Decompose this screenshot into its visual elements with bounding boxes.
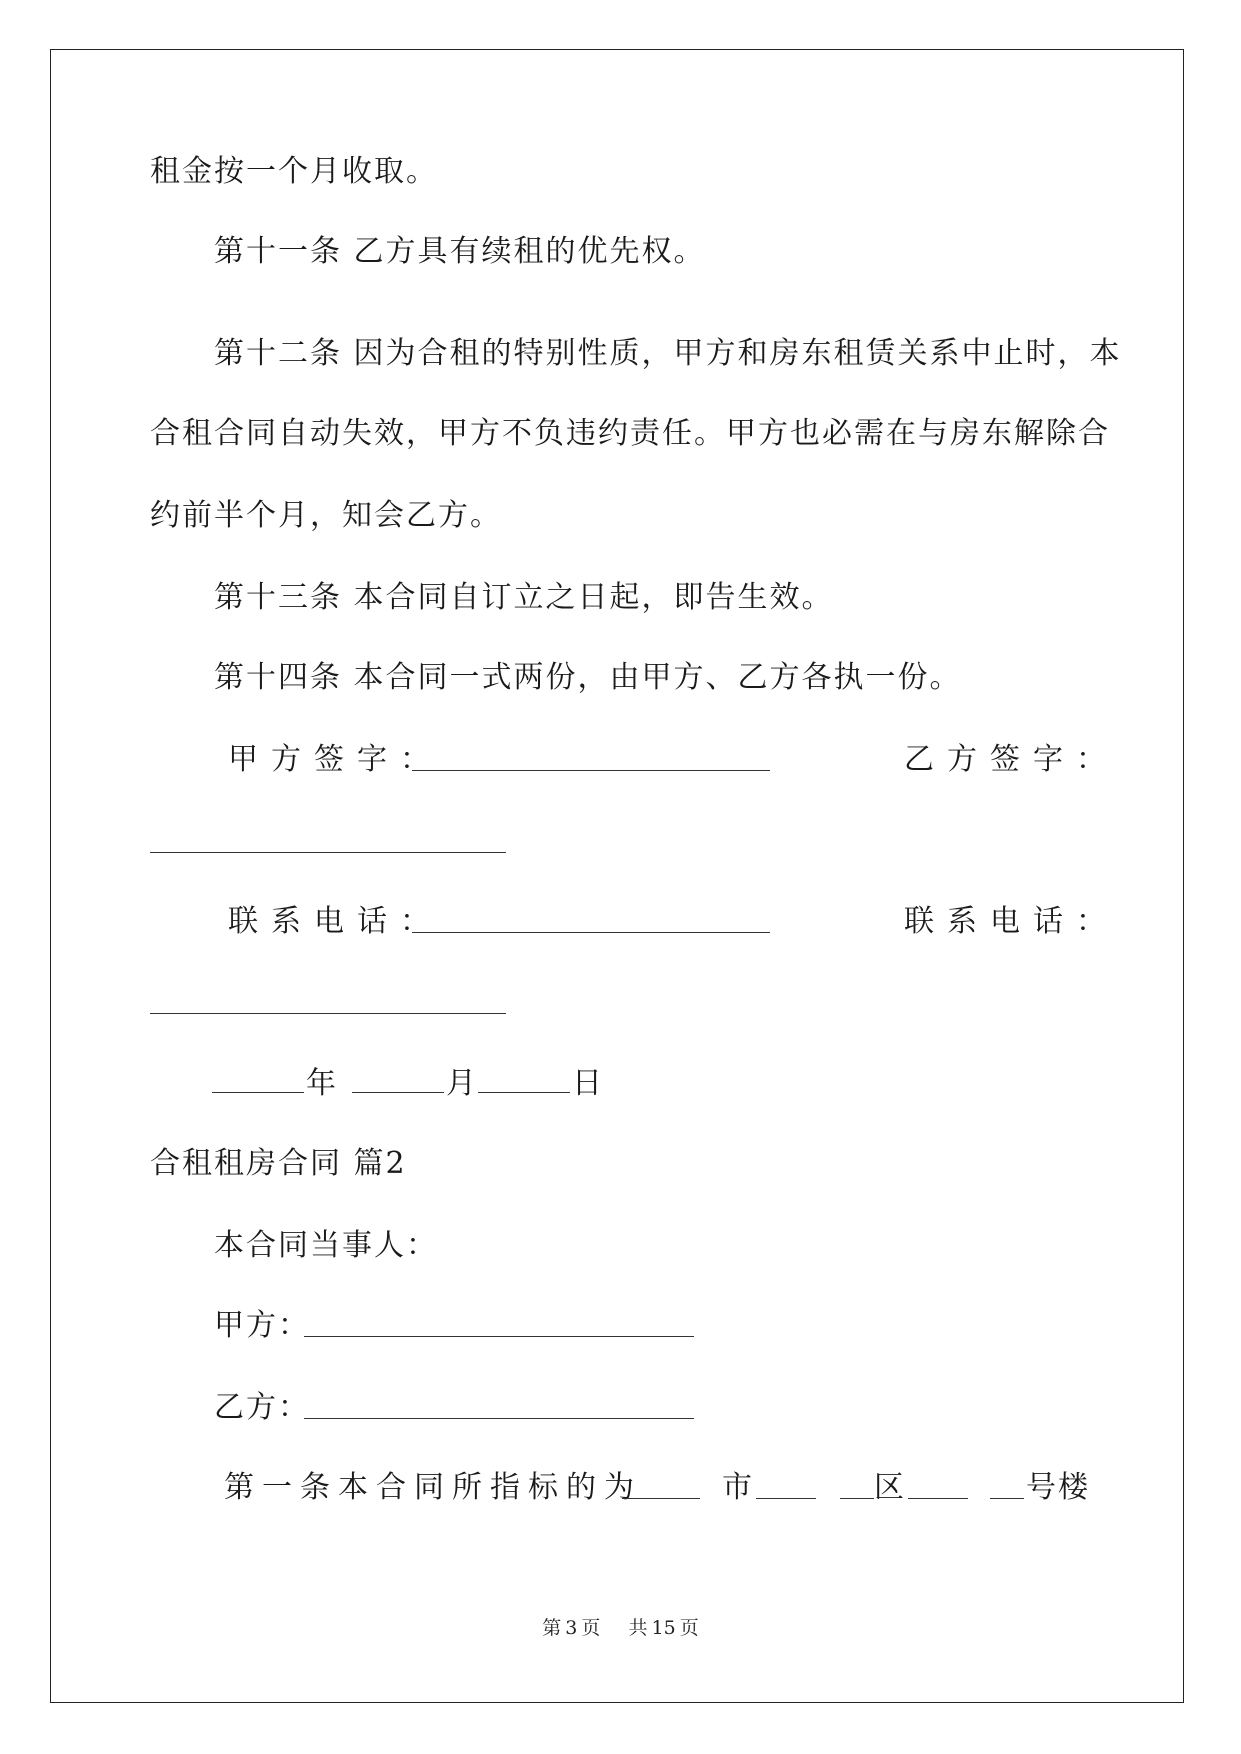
- party-a-sign-label: 甲方签字：: [228, 742, 443, 777]
- party-a-phone-blank: [412, 932, 770, 933]
- year-blank: [212, 1092, 304, 1093]
- article-1-blank-1: [622, 1498, 700, 1499]
- month-label: 月: [446, 1066, 478, 1101]
- total-pages: 15: [651, 1617, 676, 1639]
- party-a-sign-blank: [412, 770, 770, 771]
- day-blank: [478, 1092, 570, 1093]
- article-1-blank-5: [990, 1498, 1024, 1499]
- party-a-label: 甲方：: [214, 1308, 310, 1343]
- article-1-blank-2: [756, 1498, 816, 1499]
- page-frame: [50, 49, 1184, 1703]
- article-11: 第十一条 乙方具有续租的优先权。: [214, 234, 706, 269]
- party-b-sign-blank: [150, 852, 506, 853]
- paragraph-line-1: 租金按一个月收取。: [150, 154, 438, 189]
- parties-intro: 本合同当事人：: [214, 1228, 438, 1263]
- party-b-blank: [304, 1418, 694, 1419]
- party-b-phone-label: 联系电话：: [904, 904, 1119, 939]
- party-a-blank: [304, 1336, 694, 1337]
- year-label: 年: [306, 1066, 338, 1101]
- article-1-blank-3: [840, 1498, 874, 1499]
- day-label: 日: [572, 1066, 604, 1101]
- building-label: 号楼: [1026, 1470, 1090, 1505]
- city-label: 市: [722, 1470, 754, 1505]
- article-13: 第十三条 本合同自订立之日起，即告生效。: [214, 580, 834, 615]
- page-label-prefix: 第: [542, 1617, 562, 1639]
- total-suffix: 页: [679, 1617, 699, 1639]
- month-blank: [352, 1092, 444, 1093]
- article-1-prefix: 第一条本合同所指标的为: [224, 1470, 642, 1505]
- page-label-suffix: 页: [581, 1617, 601, 1639]
- page-number: 3: [565, 1617, 578, 1639]
- article-12-line-1: 第十二条 因为合租的特别性质，甲方和房东租赁关系中止时，本: [214, 336, 1122, 371]
- party-b-phone-blank: [150, 1013, 506, 1014]
- article-12-line-3: 约前半个月，知会乙方。: [150, 498, 502, 533]
- page-footer: [0, 1616, 1241, 1640]
- article-12-line-2: 合租合同自动失效，甲方不负违约责任。甲方也必需在与房东解除合: [150, 416, 1110, 451]
- party-b-sign-label: 乙方签字：: [904, 742, 1119, 777]
- party-a-phone-label: 联系电话：: [228, 904, 443, 939]
- article-1-blank-4: [908, 1498, 968, 1499]
- section-2-title: 合租租房合同 篇2: [150, 1146, 407, 1181]
- district-label: 区: [874, 1470, 906, 1505]
- total-prefix: 共: [628, 1617, 648, 1639]
- article-14: 第十四条 本合同一式两份，由甲方、乙方各执一份。: [214, 660, 962, 695]
- party-b-label: 乙方：: [214, 1390, 310, 1425]
